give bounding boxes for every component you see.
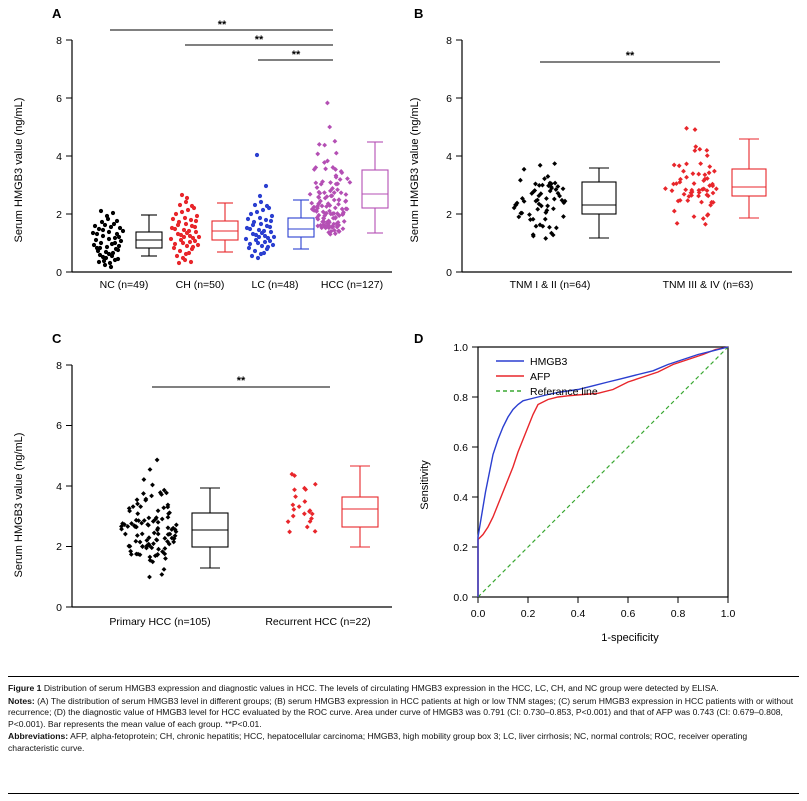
svg-text:4: 4 xyxy=(446,151,452,163)
svg-text:**: ** xyxy=(217,19,227,31)
panel-b-plot xyxy=(400,0,807,320)
panel-a-box-nc xyxy=(136,215,162,256)
panel-c-ylabel: Serum HMGB3 value (ng/mL) xyxy=(13,432,25,578)
svg-text:0.0: 0.0 xyxy=(453,592,468,604)
panel-b-label: B xyxy=(414,6,424,21)
svg-text:6: 6 xyxy=(446,93,452,105)
svg-text:4: 4 xyxy=(56,151,62,163)
svg-text:4: 4 xyxy=(56,481,62,493)
panel-a-box-ch xyxy=(212,203,238,252)
panel-c-xtick-0: Primary HCC (n=105) xyxy=(109,616,211,628)
svg-text:2: 2 xyxy=(56,209,62,221)
panel-a-xtick-2: LC (n=48) xyxy=(251,279,299,291)
panel-d-xlabel: 1-specificity xyxy=(601,632,659,644)
panel-d-plot xyxy=(400,325,807,665)
figure-caption xyxy=(8,683,799,756)
panel-a-points-lc xyxy=(244,153,276,260)
legend-afp: AFP xyxy=(530,371,551,383)
svg-text:0.0: 0.0 xyxy=(470,608,486,620)
panel-b-xtick-1: TNM III & IV (n=63) xyxy=(662,279,754,291)
svg-text:1.0: 1.0 xyxy=(453,342,468,354)
svg-text:0.8: 0.8 xyxy=(670,608,686,620)
panel-a-xtick-3: HCC (n=127) xyxy=(320,279,384,291)
svg-text:0.2: 0.2 xyxy=(453,542,468,554)
svg-text:0.4: 0.4 xyxy=(453,492,468,504)
panel-b-box-tnm34 xyxy=(732,139,766,218)
svg-text:2: 2 xyxy=(56,541,62,553)
panel-a-plot xyxy=(0,0,400,320)
caption-abbrev-text: AFP, alpha-fetoprotein; CH, chronic hepatitis; HCC, hepatocellular carcinoma; HMGB3, high mobility group box 3; LC, liver cirrhosis; NC, normal controls; ROC, receiver operating characteristic curve. xyxy=(8,731,748,753)
caption-figure-text: Distribution of serum HMGB3 expression and diagnostic values in HCC. The levels of circulating HMGB3 expression in the HCC, LC, CH, and NC group were detected by ELISA. xyxy=(43,683,719,693)
svg-text:0.4: 0.4 xyxy=(570,608,586,620)
panel-c-points-recurrent xyxy=(286,472,318,534)
svg-text:0: 0 xyxy=(56,602,62,614)
svg-text:6: 6 xyxy=(56,420,62,432)
panel-c xyxy=(0,325,400,665)
svg-text:1.0: 1.0 xyxy=(720,608,736,620)
svg-text:6: 6 xyxy=(56,93,62,105)
panel-a-points-hcc xyxy=(308,101,353,237)
panel-a-xtick-0: NC (n=49) xyxy=(99,279,149,291)
svg-text:**: ** xyxy=(291,49,301,61)
panel-a-box-hcc xyxy=(362,142,388,233)
caption-notes-text: (A) The distribution of serum HMGB3 level in different groups; (B) serum HMGB3 expression in HCC patients at high or low TNM stages; (C) serum HMGB3 expression in HCC patients with or without recurrence; (D) the diagnostic value of HMGB3 level for HCC evaluated by the ROC curve. Area under curve of HMGB3 was 0.791 (CI: 0.730–0.853, P<0.001) and that of AFP was 0.743 (CI: 0.679–0.808, P<0.001). Bar represents the mean value of each group. **P<0.01. xyxy=(8,695,794,729)
svg-text:0: 0 xyxy=(56,267,62,279)
panel-b-points-tnm34 xyxy=(663,126,719,227)
panel-a-label: A xyxy=(52,6,62,21)
panel-a xyxy=(0,0,400,320)
panel-c-label: C xyxy=(52,331,62,346)
caption-rule-top xyxy=(8,676,799,677)
panel-b-ylabel: Serum HMGB3 value (ng/mL) xyxy=(409,97,421,243)
svg-text:0.8: 0.8 xyxy=(453,392,468,404)
panel-c-points-primary xyxy=(119,458,179,580)
panel-a-ylabel: Serum HMGB3 value (ng/mL) xyxy=(13,97,25,243)
legend-reference-line: Referance line xyxy=(530,386,598,398)
panel-c-box-primary xyxy=(192,488,228,568)
panel-b xyxy=(400,0,807,320)
panel-c-box-recurrent xyxy=(342,466,378,547)
panel-a-box-lc xyxy=(288,200,314,249)
svg-text:**: ** xyxy=(625,50,635,62)
svg-text:**: ** xyxy=(236,375,246,387)
panel-b-box-tnm12 xyxy=(582,168,616,238)
panel-a-xtick-1: CH (n=50) xyxy=(175,279,225,291)
panel-b-points-tnm12 xyxy=(512,161,568,241)
caption-rule-bottom xyxy=(8,793,799,794)
panel-a-points-ch xyxy=(169,193,201,265)
caption-notes-label: Notes: xyxy=(8,695,35,706)
panel-d-ylabel: Sensitivity xyxy=(419,460,431,510)
svg-text:8: 8 xyxy=(56,360,62,372)
svg-text:0: 0 xyxy=(446,267,452,279)
panel-d xyxy=(400,325,807,665)
panel-c-plot xyxy=(0,325,400,665)
panel-d-label: D xyxy=(414,331,424,346)
svg-text:0.2: 0.2 xyxy=(520,608,536,620)
svg-text:**: ** xyxy=(254,34,264,46)
caption-abbrev-label: Abbreviations: xyxy=(8,731,69,742)
svg-text:0.6: 0.6 xyxy=(453,442,468,454)
panel-d-legend xyxy=(496,356,598,398)
svg-text:2: 2 xyxy=(446,209,452,221)
panel-c-xtick-1: Recurrent HCC (n=22) xyxy=(265,616,371,628)
panel-a-points-nc xyxy=(91,209,125,269)
svg-text:8: 8 xyxy=(446,35,452,47)
panel-b-xtick-0: TNM I & II (n=64) xyxy=(509,279,591,291)
svg-text:8: 8 xyxy=(56,35,62,47)
svg-text:0.6: 0.6 xyxy=(620,608,636,620)
caption-figure-label: Figure 1 xyxy=(8,683,42,693)
legend-hmgb3: HMGB3 xyxy=(530,356,568,368)
